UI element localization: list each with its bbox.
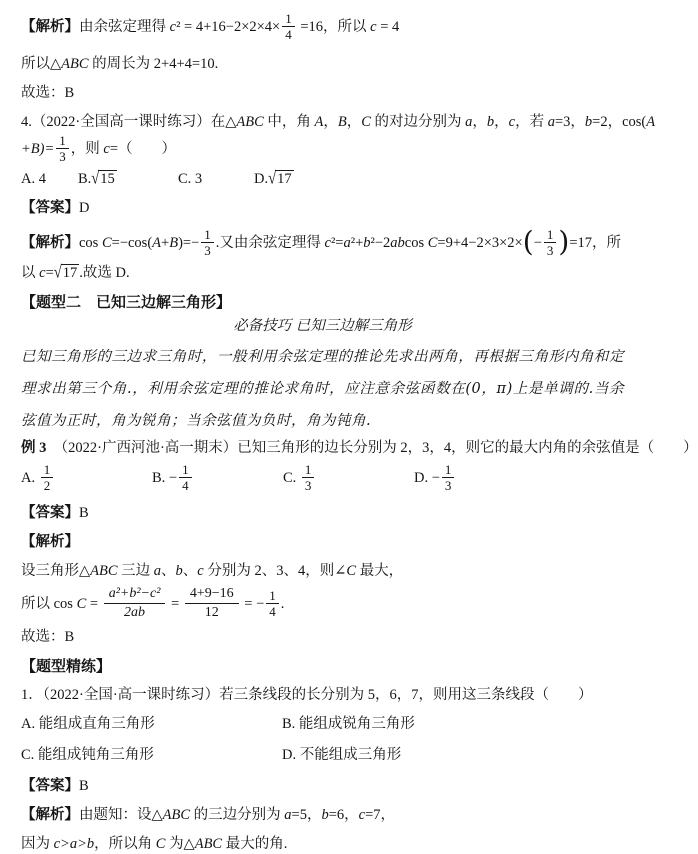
fraction-denominator: 2	[41, 477, 54, 493]
fraction-1-4	[266, 588, 279, 619]
fraction-numerator: 1	[285, 11, 292, 26]
math-text: =5，	[291, 807, 322, 823]
fraction-values	[185, 585, 239, 622]
math-var: A	[152, 234, 162, 251]
math-var: A	[314, 114, 324, 130]
question-4-solution-cont	[21, 264, 624, 283]
math-var: c	[370, 18, 377, 35]
fraction-denominator: 3	[302, 477, 315, 493]
fraction-1-4	[179, 462, 192, 493]
option-d-label: D.	[414, 469, 429, 486]
question-4-stem-cont	[21, 134, 624, 165]
math-var: C	[346, 563, 357, 579]
math-var: C	[76, 595, 87, 612]
math-text: )=−	[178, 234, 200, 251]
option-c	[283, 463, 414, 494]
option-b-label: B.	[152, 469, 166, 486]
sqrt-expression	[268, 168, 293, 189]
question-4-stem	[21, 113, 656, 132]
math-text: =	[86, 595, 102, 612]
fraction-numerator: 1	[269, 588, 276, 603]
math-var: b	[584, 114, 593, 130]
analysis-label: 【解析】	[21, 807, 79, 823]
math-text: +B)=	[21, 140, 55, 157]
practice-q1-options-cd	[21, 746, 624, 765]
skill-title-text: 必备技巧 已知三边解三角形	[233, 318, 412, 334]
math-var: ABC	[90, 563, 118, 579]
math-text: = 4	[376, 18, 400, 35]
fraction-numerator: 1	[182, 462, 189, 477]
fraction-cosine-rule	[104, 585, 166, 622]
section-heading-type2	[21, 293, 624, 312]
answer-label: 【答案】	[21, 505, 79, 521]
text-segment: 的对边分别为	[370, 114, 466, 130]
text-segment: =（ ）	[109, 140, 177, 157]
practice-q1-options-ab	[21, 715, 624, 734]
text-segment: ，则	[70, 140, 104, 157]
math-text: = −	[240, 595, 265, 612]
radicand: 17	[62, 265, 78, 281]
math-var: C	[101, 234, 112, 251]
right-paren: )	[558, 224, 570, 258]
text-segment: 、	[182, 563, 198, 579]
math-var: B	[169, 234, 179, 251]
option-c-label: C.	[283, 469, 297, 486]
answer-label: 【答案】	[21, 778, 79, 794]
fraction-numerator: 1	[43, 462, 51, 477]
radical-sign-icon: √	[53, 262, 62, 283]
practice-q1-solution	[21, 806, 624, 825]
text-segment: ，若	[515, 114, 548, 130]
example-3-stem	[21, 439, 698, 458]
text-segment: ，所以角	[94, 836, 156, 852]
analysis-label: 【解析】	[21, 534, 79, 550]
option-a-label: A.	[21, 469, 36, 486]
math-text: =6，	[328, 807, 359, 823]
radicand: 15	[100, 171, 115, 187]
math-var: c	[39, 265, 46, 281]
math-var: C	[361, 114, 371, 130]
math-text: =16，所以	[296, 18, 371, 35]
text-segment: 设三角形△	[21, 563, 91, 579]
fraction-denominator: 4	[266, 603, 279, 619]
option-d: D. 不能组成三角形	[282, 747, 402, 763]
option-c: C. 能组成钝角三角形	[21, 747, 154, 763]
math-var: b	[175, 563, 183, 579]
fraction-denominator: 3	[442, 477, 455, 493]
math-text: =−cos(	[111, 234, 153, 251]
math-text: =	[167, 595, 183, 612]
fraction-denominator: 12	[185, 603, 239, 622]
math-var: a	[343, 234, 351, 251]
text-segment: 最大的角.	[222, 836, 288, 852]
math-text: 所以 cos	[21, 595, 77, 612]
math-text: ²−2	[370, 234, 391, 251]
minus-sign: −	[533, 234, 542, 251]
math-var: c	[358, 807, 366, 823]
option-d	[254, 170, 294, 189]
minus-sign: −	[168, 469, 178, 486]
practice-q1-answer	[21, 777, 624, 796]
fraction-numerator: 4+9−16	[189, 586, 234, 601]
math-text: cos	[79, 234, 102, 251]
skill-body	[21, 341, 624, 437]
math-var: a	[547, 114, 555, 130]
fraction-1-3	[56, 133, 69, 164]
fraction-numerator: 1	[204, 227, 211, 242]
answer-value: B	[79, 505, 89, 521]
section-heading-practice	[21, 657, 624, 676]
fraction-numerator: 1	[546, 227, 554, 242]
question-4-solution	[21, 224, 624, 259]
practice-q1-solution-cont	[21, 835, 624, 854]
fraction-denominator: 4	[179, 477, 192, 493]
text-segment: 分别为 2、3、4，则∠	[203, 563, 347, 579]
fraction-denominator: 3	[201, 242, 214, 258]
text-segment: ，	[323, 114, 338, 130]
option-a	[21, 463, 152, 494]
math-text: cos	[404, 234, 428, 251]
math-var: c>a>b	[53, 836, 95, 852]
text-segment: =2，cos(	[592, 114, 647, 130]
option-a: A. 4	[21, 171, 46, 187]
sqrt-expression	[91, 168, 116, 189]
math-var: C	[155, 836, 166, 852]
text-segment: .故选 D.	[79, 265, 130, 281]
text-segment: ，	[346, 114, 362, 130]
fraction-1-3	[544, 227, 557, 258]
math-text: .	[280, 595, 285, 612]
math-var: C	[427, 234, 438, 251]
answer-label: 【答案】	[21, 200, 79, 216]
analysis-label: 【解析】	[21, 18, 79, 35]
text-segment: 的周长为 2+4+4=10.	[88, 56, 219, 72]
fraction-numerator: 1	[304, 462, 312, 477]
heading-text: 【题型精练】	[21, 658, 112, 675]
math-var: c	[508, 114, 516, 130]
minus-sign: −	[431, 469, 440, 486]
text-segment: 中，角	[263, 114, 315, 130]
example-3-options	[21, 463, 624, 494]
fraction-numerator: 1	[59, 133, 66, 148]
math-text: =7，	[365, 807, 396, 823]
example-3-formula	[21, 586, 624, 623]
text-segment: ，	[472, 114, 487, 130]
radicand: 17	[277, 171, 292, 187]
math-var: ABC	[194, 836, 223, 852]
example-3-answer	[21, 504, 624, 523]
option-b: B. 能组成锐角三角形	[282, 716, 415, 732]
text-segment: 所以△	[21, 56, 62, 72]
fraction-1-3	[201, 227, 214, 258]
solution-line-cosine	[21, 12, 624, 43]
example-3-analysis-label	[21, 533, 624, 552]
answer-value: B	[79, 778, 89, 794]
text-segment: =3，	[554, 114, 585, 130]
math-var: c	[197, 563, 204, 579]
option-b-label: B.	[78, 171, 92, 187]
fraction-denominator: 4	[282, 26, 295, 42]
answer-value: D	[79, 200, 90, 216]
math-text: ² = 4+16−2×2×4×	[176, 18, 281, 35]
fraction-1-2	[41, 462, 54, 493]
text-segment: ，	[494, 114, 509, 130]
fraction-numerator: a²+b²−c²	[108, 586, 161, 601]
sqrt-expression	[53, 262, 79, 283]
text-segment: （2022·广西河池·高一期末）已知三角形的边长分别为 2，3，4，则它的最大内角的余弦值是（ ）	[46, 440, 698, 456]
math-var: c	[103, 140, 110, 157]
text-segment: 、	[161, 563, 176, 579]
left-paren: (	[522, 224, 534, 258]
math-text: =	[45, 265, 54, 281]
math-text: =17，所	[569, 234, 621, 251]
math-text: =9+4−2×3×2×	[437, 234, 523, 251]
example-3-choice	[21, 628, 624, 647]
practice-q1-stem	[21, 686, 624, 705]
fraction-1-3	[302, 462, 315, 493]
math-var: c	[169, 18, 177, 35]
math-var: ABC	[162, 807, 191, 823]
text-segment: 4.（2022·全国高一课时练习）在△	[21, 114, 237, 130]
text-segment: 由余弦定理得	[79, 18, 170, 35]
option-d	[414, 463, 456, 494]
fraction-denominator: 3	[544, 242, 557, 258]
math-var: a	[284, 807, 292, 823]
math-var: ABC	[236, 114, 264, 130]
text-segment: 为△	[165, 836, 195, 852]
skill-title	[21, 317, 624, 336]
text-segment: 最大，	[356, 563, 404, 579]
math-var: a	[465, 114, 473, 130]
option-c: C. 3	[178, 171, 203, 187]
option-d-label: D.	[254, 171, 269, 187]
fraction-numerator: 1	[444, 462, 452, 477]
option-a: A. 能组成直角三角形	[21, 716, 155, 732]
fraction-denominator: 2ab	[104, 603, 166, 622]
choice-line	[21, 84, 624, 103]
fraction-1-4	[282, 11, 295, 42]
math-var: ab	[390, 234, 405, 251]
text-segment: 以	[21, 265, 40, 281]
math-var: b	[486, 114, 495, 130]
math-var: B	[337, 114, 347, 130]
text-segment: 由题知：设△	[79, 807, 163, 823]
heading-text: 【题型二 已知三边解三角形】	[21, 294, 232, 311]
question-4-answer	[21, 199, 624, 218]
math-var: A	[646, 114, 656, 130]
math-var: a	[153, 563, 162, 579]
math-var: c	[324, 234, 331, 251]
text-segment: 的三边分别为	[190, 807, 285, 823]
math-text: ²+	[350, 234, 364, 251]
question-4-options	[21, 170, 624, 189]
text-segment: 故选：B	[21, 85, 75, 101]
text-segment: 三边	[117, 563, 154, 579]
skill-body-text: 已知三角形的三边求三角时，一般利用余弦定理的推论先求出两角，再根据三角形内角和定理求出第三个角.，利用余弦定理的推论求角时，应注意余弦函数在(0，π)上是单调的.当余弦值为正时，角为锐角；当余弦值为负时，角为钝角.	[21, 349, 624, 429]
math-var: ABC	[61, 56, 89, 72]
math-text: ²=	[330, 234, 344, 251]
radical-sign-icon: √	[268, 168, 277, 189]
text-segment: .又由余弦定理得	[215, 234, 325, 251]
fraction-denominator: 3	[56, 148, 69, 164]
text-segment: 故选：B	[21, 629, 75, 645]
option-b	[78, 170, 178, 189]
option-b	[152, 463, 283, 494]
analysis-label: 【解析】	[21, 234, 79, 251]
example-label: 例 3	[21, 440, 47, 456]
math-var: b	[321, 807, 329, 823]
radical-sign-icon: √	[91, 168, 100, 189]
example-3-solution	[21, 562, 624, 581]
math-text: +	[161, 234, 170, 251]
math-var: b	[363, 234, 371, 251]
perimeter-line	[21, 55, 624, 74]
text-segment: 因为	[21, 836, 54, 852]
text-segment: 1．（2022·全国·高一课时练习）若三条线段的长分别为 5，6，7，则用这三条线段（ ）	[21, 687, 593, 703]
fraction-1-3	[442, 462, 455, 493]
